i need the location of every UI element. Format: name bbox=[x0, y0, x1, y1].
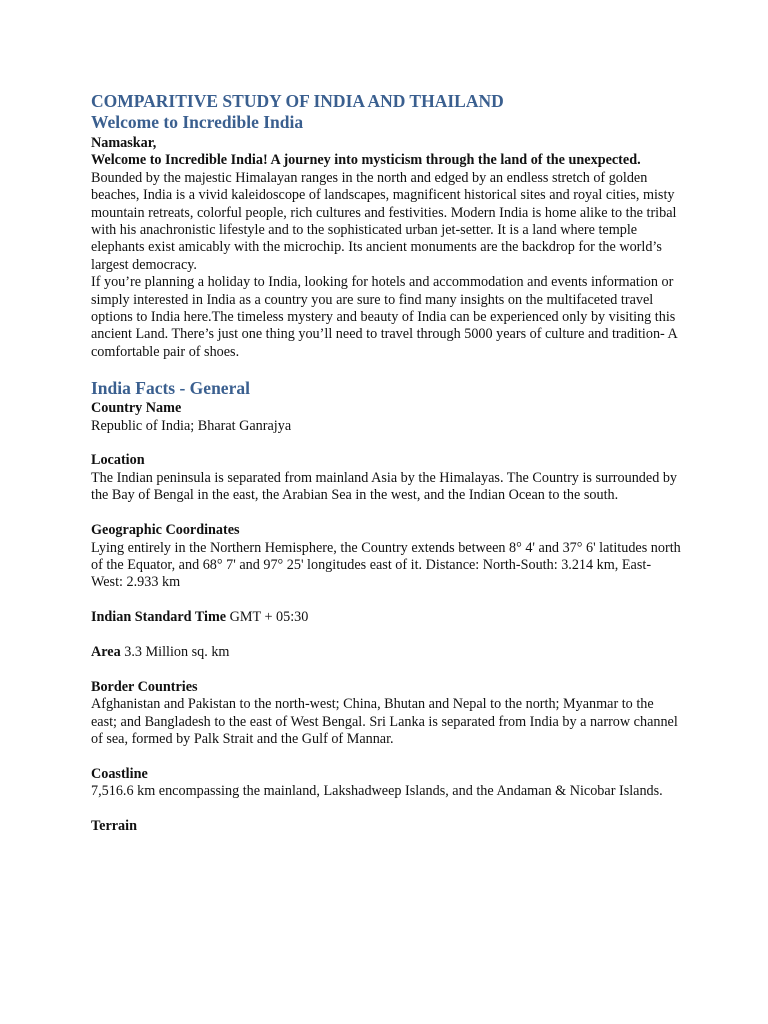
fact-value-coordinates: Lying entirely in the Northern Hemisphere, the Country extends between 8° 4' and 37° 6' latitudes north of the Equator, and 68° 7' and 97° 25' longitudes east of it. Distance: North-South: 3.214 km, East-West: 2.933 km bbox=[91, 539, 681, 591]
document-subtitle: Welcome to Incredible India bbox=[91, 112, 304, 132]
fact-area bbox=[91, 644, 682, 661]
fact-location bbox=[91, 452, 682, 504]
fact-value-location: The Indian peninsula is separated from mainland Asia by the Himalayas. The Country is surrounded by the Bay of Bengal in the east, the Arabian Sea in the west, and the Indian Ocean to the south. bbox=[91, 469, 678, 504]
fact-line-area bbox=[91, 644, 682, 661]
fact-coastline bbox=[91, 766, 682, 801]
fact-value-area: 3.3 Million sq. km bbox=[120, 643, 230, 660]
fact-terrain bbox=[91, 818, 682, 835]
fact-value-coastline: 7,516.6 km encompassing the mainland, Lakshadweep Islands, and the Andaman & Nicobar Islands. bbox=[91, 783, 663, 800]
fact-border-countries bbox=[91, 679, 682, 749]
fact-label-terrain: Terrain bbox=[91, 817, 137, 834]
fact-country-name bbox=[91, 400, 682, 435]
intro-paragraph-2: If you’re planning a holiday to India, looking for hotels and accommodation and events information or simply interested in India as a country you are sure to find many insights on the multifaceted travel options to India here.The timeless mystery and beauty of India can be experienced only by visiting this ancient Land. There’s just one thing you’ll need to travel through 5000 years of culture and tradition- A comfortable pair of shoes. bbox=[91, 274, 678, 360]
fact-value-country-name: Republic of India; Bharat Ganrajya bbox=[91, 417, 292, 434]
section-heading-india-facts: India Facts - General bbox=[91, 378, 250, 399]
fact-label-coordinates: Geographic Coordinates bbox=[91, 522, 240, 539]
fact-label-area: Area bbox=[91, 643, 121, 660]
fact-value-border-countries: Afghanistan and Pakistan to the north-west; China, Bhutan and Nepal to the north; Myanmar to the east; and Bangladesh to the east of West Bengal. Sri Lanka is separated from India by a narrow channel of sea, formed by Palk Strait and the Gulf of Mannar. bbox=[91, 696, 678, 747]
document-title: COMPARITIVE STUDY OF INDIA AND THAILAND bbox=[91, 91, 504, 111]
fact-standard-time bbox=[91, 609, 682, 626]
fact-line-standard-time bbox=[91, 609, 682, 626]
fact-value-standard-time: GMT + 05:30 bbox=[226, 609, 309, 626]
fact-label-location: Location bbox=[91, 452, 145, 469]
fact-label-country-name: Country Name bbox=[91, 400, 182, 417]
tagline: Welcome to Incredible India! A journey into mysticism through the land of the unexpected. bbox=[91, 152, 641, 169]
fact-label-standard-time: Indian Standard Time bbox=[91, 609, 227, 626]
fact-label-coastline: Coastline bbox=[91, 765, 148, 782]
fact-coordinates bbox=[91, 522, 682, 592]
intro-paragraph-1: Bounded by the majestic Himalayan ranges in the north and edged by an endless stretch of golden beaches, India is a vivid kaleidoscope of landscapes, magnificent historical sites and royal cities, misty mountain retreats, colorful people, rich cultures and festivities. Modern India is home alike to the tribal with his anachronistic lifestyle and to the sophisticated urban jet-setter. It is a land where temple elephants exist amicably with the microchip. Its ancient monuments are the backdrop for the world’s largest democracy. bbox=[91, 169, 677, 273]
fact-label-border-countries: Border Countries bbox=[91, 678, 198, 695]
greeting: Namaskar, bbox=[91, 135, 157, 151]
